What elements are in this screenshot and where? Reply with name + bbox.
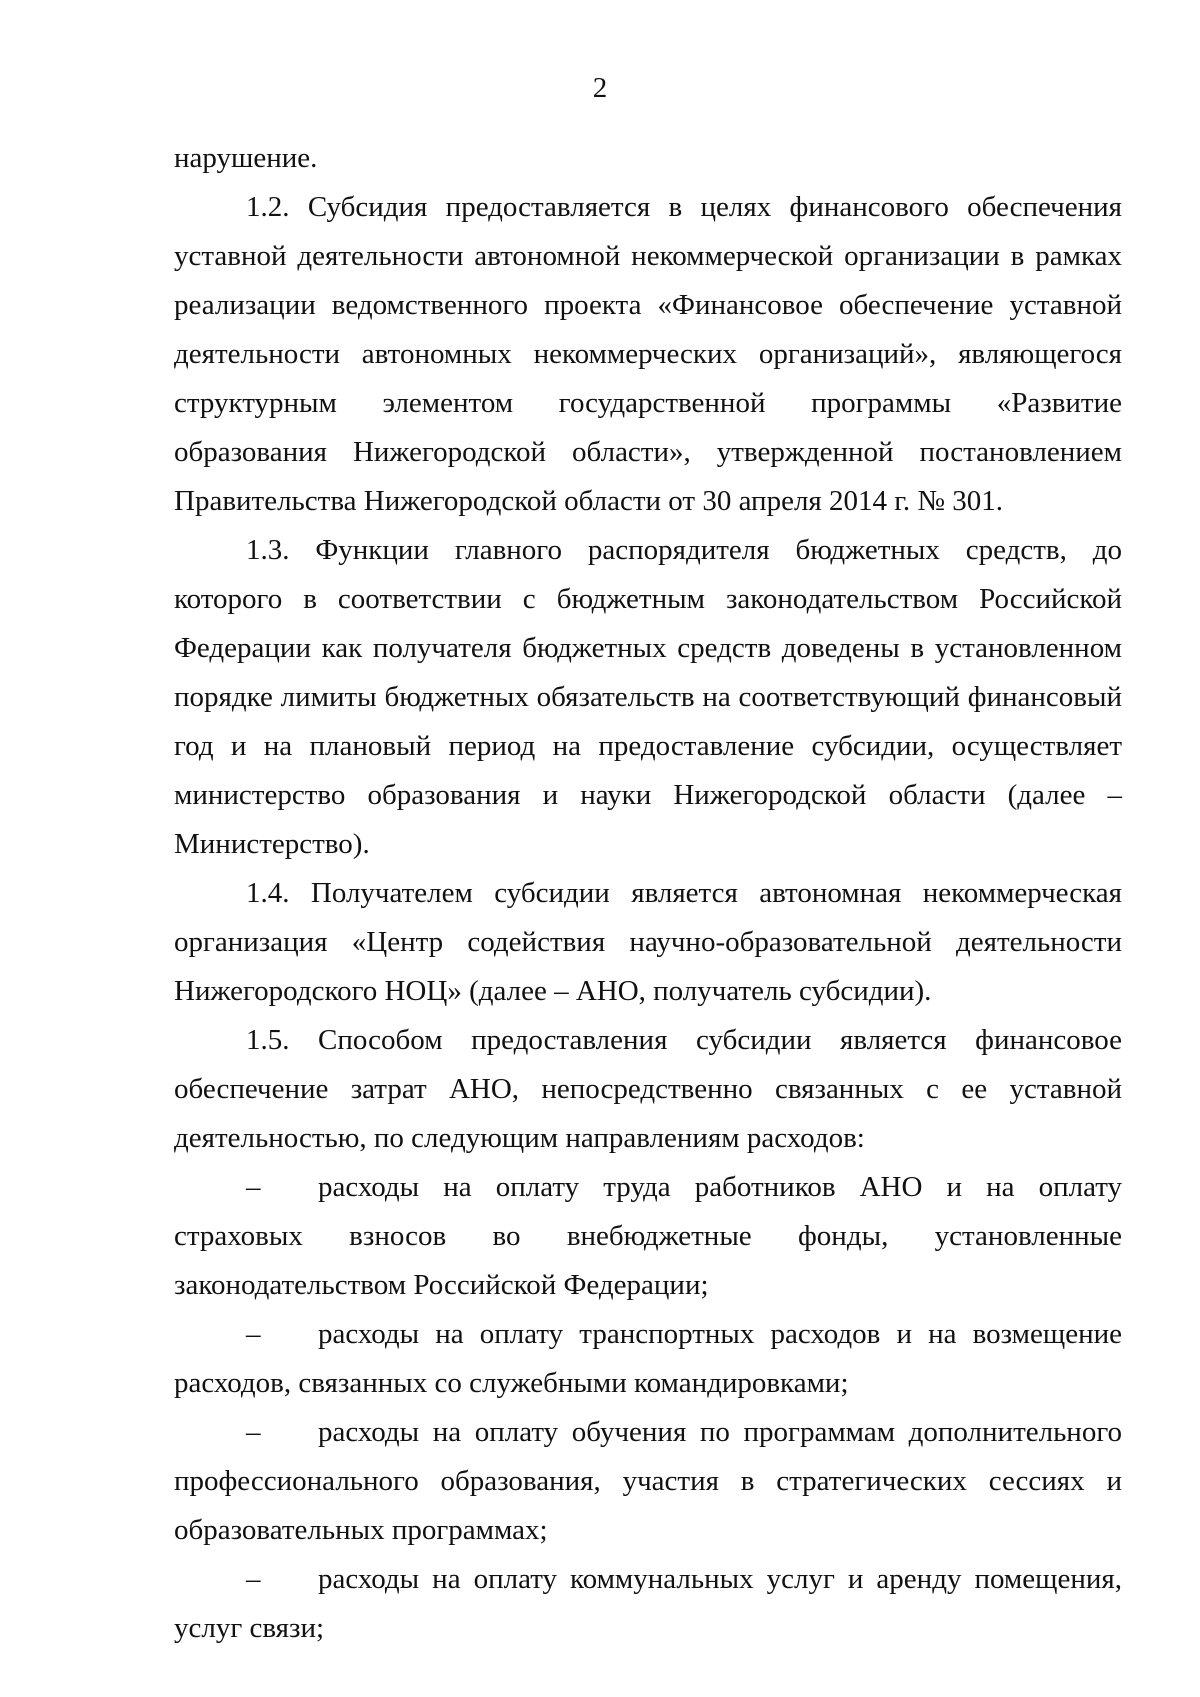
list-dash: – (246, 1318, 261, 1350)
paragraph-1-5: 1.5. Способом предоставления субсидии является финансовое обеспечение затрат АНО, непосредственно связанных с ее уставной деятельностью, по следующим направлениям расходов: (174, 1024, 1122, 1154)
page-number: 2 (592, 72, 608, 104)
list-item-text: расходы на оплату коммунальных услуг и аренду помещения, услуг связи; (174, 1563, 1122, 1644)
paragraph-1-4: 1.4. Получателем субсидии является автономная некоммерческая организация «Центр содействия научно-образовательной деятельности Нижегородского НОЦ» (далее – АНО, получатель субсидии). (174, 877, 1122, 1007)
list-dash: – (246, 1171, 261, 1203)
list-item-text: расходы на оплату обучения по программам дополнительного профессионального образования, участия в стратегических сессиях и образовательных программах; (174, 1416, 1122, 1546)
paragraph-1-3: 1.3. Функции главного распорядителя бюджетных средств, до которого в соответствии с бюджетным законодательством Российской Федерации как получателя бюджетных средств доведены в установленном порядке лимиты бюджетных обязательств на соответствующий финансовый год и на плановый период на предоставление субсидии, осуществляет министерство образования и науки Нижегородской области (далее – Министерство). (174, 534, 1122, 860)
list-dash: – (246, 1416, 261, 1448)
list-item-training-costs (174, 1408, 1122, 1555)
list-item-utilities-costs (174, 1555, 1122, 1653)
document-body (174, 134, 1122, 1653)
list-item-text: расходы на оплату транспортных расходов и на возмещение расходов, связанных со служебными командировками; (174, 1318, 1122, 1399)
list-item-text: расходы на оплату труда работников АНО и на оплату страховых взносов во внебюджетные фонды, установленные законодательством Российской Федерации; (174, 1171, 1122, 1301)
paragraph-1-2: 1.2. Субсидия предоставляется в целях финансового обеспечения уставной деятельности автономной некоммерческой организации в рамках реализации ведомственного проекта «Финансовое обеспечение уставной деятельности автономных некоммерческих организаций», являющегося структурным элементом государственной программы «Развитие образования Нижегородской области», утвержденной постановлением Правительства Нижегородской области от 30 апреля 2014 г. № 301. (174, 191, 1122, 517)
list-item-transport-costs (174, 1310, 1122, 1408)
paragraph-continuation: нарушение. (174, 142, 318, 174)
list-item-labor-costs (174, 1163, 1122, 1310)
list-dash: – (246, 1563, 261, 1595)
